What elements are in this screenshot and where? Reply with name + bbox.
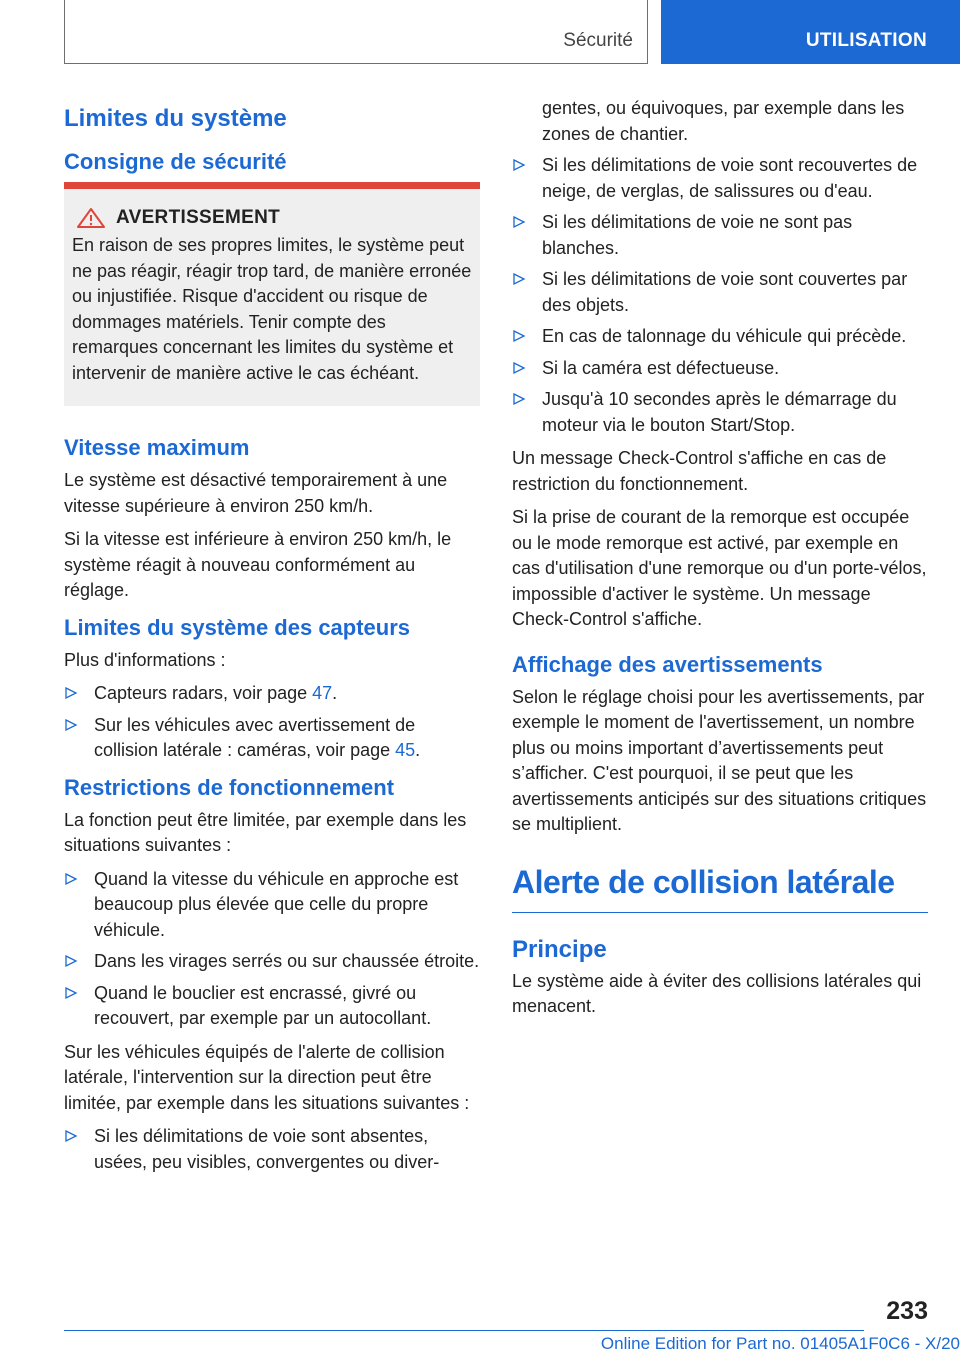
triangle-bullet-icon [512, 361, 526, 375]
restrictions-heading: Restrictions de fonctionnement [64, 774, 395, 800]
warning-title: AVERTISSEMENT [116, 207, 281, 228]
triangle-bullet-icon [64, 718, 78, 732]
lanes-list [64, 1124, 480, 1175]
list-item-continuation: gentes, ou équivoques, par exemple dans les zones de chantier. [542, 98, 905, 144]
left-column [64, 96, 480, 1183]
triangle-bullet-icon [512, 392, 526, 406]
list-item [64, 681, 480, 707]
trailer-paragraph: Si la prise de courant de la remorque est occupée ou le mode remorque est activé, par exemple en cas d'utilisation d'une remorque ou d'un porte-vélos, impossible d'activer le système. Un message Check-Control s'affiche. [512, 507, 927, 629]
triangle-bullet-icon [64, 986, 78, 1000]
list-item [64, 713, 480, 764]
sensors-intro: Plus d'informations : [64, 649, 226, 670]
triangle-bullet-icon [512, 329, 526, 343]
chapter-title: Alerte de collision latérale [512, 863, 895, 900]
footer-edition: Online Edition for Part no. 01405A1F0C6 - X/20 [600, 1334, 960, 1353]
page-link-47[interactable]: 47 [312, 683, 333, 703]
header-chapter-title: UTILISATION [805, 30, 927, 51]
list-item-text: Si la caméra est défectueuse. [542, 357, 780, 378]
triangle-bullet-icon [64, 954, 78, 968]
safety-heading: Consigne de sécurité [64, 149, 287, 174]
header-section-box [64, 0, 648, 64]
display-paragraph: Selon le réglage choisi pour les avertissements, par exemple le moment de l'avertissement, un nombre plus ou moins important d’avertissements peut s’afficher. C'est pourquoi, il se peut que les avertissements anticipés sur des situations critiques se multiplient. [512, 686, 927, 834]
list-item [512, 210, 928, 261]
sensors-list [64, 681, 480, 764]
warning-text: En raison de ses propres limites, le système peut ne pas réagir, réagir trop tard, de manière erronée ou injustifiée. Risque d'accident ou risque de dommages matériels. Tenir compte des remarques concernant les limites du système et intervenir de manière active le cas échéant. [72, 235, 472, 383]
principle-heading: Principe [512, 935, 607, 963]
triangle-bullet-icon [512, 215, 526, 229]
list-item [64, 981, 480, 1032]
list-item-text: Si les délimitations de voie sont recouvertes de neige, de verglas, de salissures ou d'eau. [542, 155, 918, 201]
list-item-text: Jusqu'à 10 secondes après le démarrage du moteur via le bouton Start/Stop. [542, 389, 897, 435]
sensors-heading: Limites du système des capteurs [64, 614, 411, 640]
restrictions-list [64, 867, 480, 1032]
triangle-bullet-icon [64, 686, 78, 700]
triangle-bullet-icon [64, 872, 78, 886]
list-item [512, 267, 928, 318]
speed-heading: Vitesse maximum [64, 435, 250, 460]
speed-paragraph-1: Le système est désactivé temporairement à une vitesse supérieure à environ 250 km/h. [64, 470, 448, 516]
right-column [512, 96, 928, 1028]
display-heading: Affichage des avertissements [512, 651, 823, 677]
warning-box [64, 182, 480, 406]
section-title: Limites du système [64, 105, 287, 132]
page-number: 233 [886, 1297, 928, 1325]
header-chapter-tab [661, 0, 960, 64]
restrictions-intro: La fonction peut être limitée, par exemple dans les situations suivantes : [64, 809, 467, 855]
list-item [64, 949, 480, 975]
list-item-text: Capteurs radars, voir page [94, 683, 313, 703]
speed-paragraph-2: Si la vitesse est inférieure à environ 250 km/h, le système réagit à nouveau conformément au réglage. [64, 529, 452, 600]
footer-rule [64, 1330, 864, 1331]
list-item [512, 324, 928, 350]
list-item [64, 1124, 480, 1175]
warning-triangle-icon [76, 207, 106, 229]
check-control-paragraph: Un message Check-Control s'affiche en cas de restriction du fonctionnement. [512, 448, 887, 494]
chapter-title-rule [512, 912, 928, 913]
list-item-text: Si les délimitations de voie sont absentes, usées, peu visibles, convergentes ou diver- [94, 1126, 440, 1172]
list-item-text: Sur les véhicules avec avertissement de collision latérale : caméras, voir page [94, 714, 416, 760]
page-link-45[interactable]: 45 [395, 740, 416, 760]
triangle-bullet-icon [512, 158, 526, 172]
header-section-title: Sécurité [563, 30, 633, 51]
list-item-end: . [332, 683, 338, 703]
list-item-text: En cas de talonnage du véhicule qui précède. [542, 326, 907, 346]
warning-header [72, 207, 472, 229]
list-item [512, 153, 928, 204]
list-item [512, 387, 928, 438]
list-item-text: Quand le bouclier est encrassé, givré ou recouvert, par exemple par un autocollant. [94, 982, 432, 1028]
principle-paragraph: Le système aide à éviter des collisions latérales qui menacent. [512, 970, 922, 1016]
list-item [64, 867, 480, 944]
list-item-text: Si les délimitations de voie sont couvertes par des objets. [542, 269, 908, 315]
triangle-bullet-icon [512, 272, 526, 286]
list-item-text: Dans les virages serrés ou sur chaussée étroite. [94, 951, 480, 971]
list-item [512, 356, 928, 382]
list-item-text: Si les délimitations de voie ne sont pas blanches. [542, 212, 853, 258]
list-item-text: Quand la vitesse du véhicule en approche est beaucoup plus élevée que celle du propre véhicule. [94, 868, 459, 940]
list-item-end: . [415, 740, 421, 760]
triangle-bullet-icon [64, 1129, 78, 1143]
steering-paragraph: Sur les véhicules équipés de l'alerte de collision latérale, l'intervention sur la direction peut être limitée, par exemple dans les situations suivantes : [64, 1041, 470, 1113]
lanes-list-continued [512, 153, 928, 438]
